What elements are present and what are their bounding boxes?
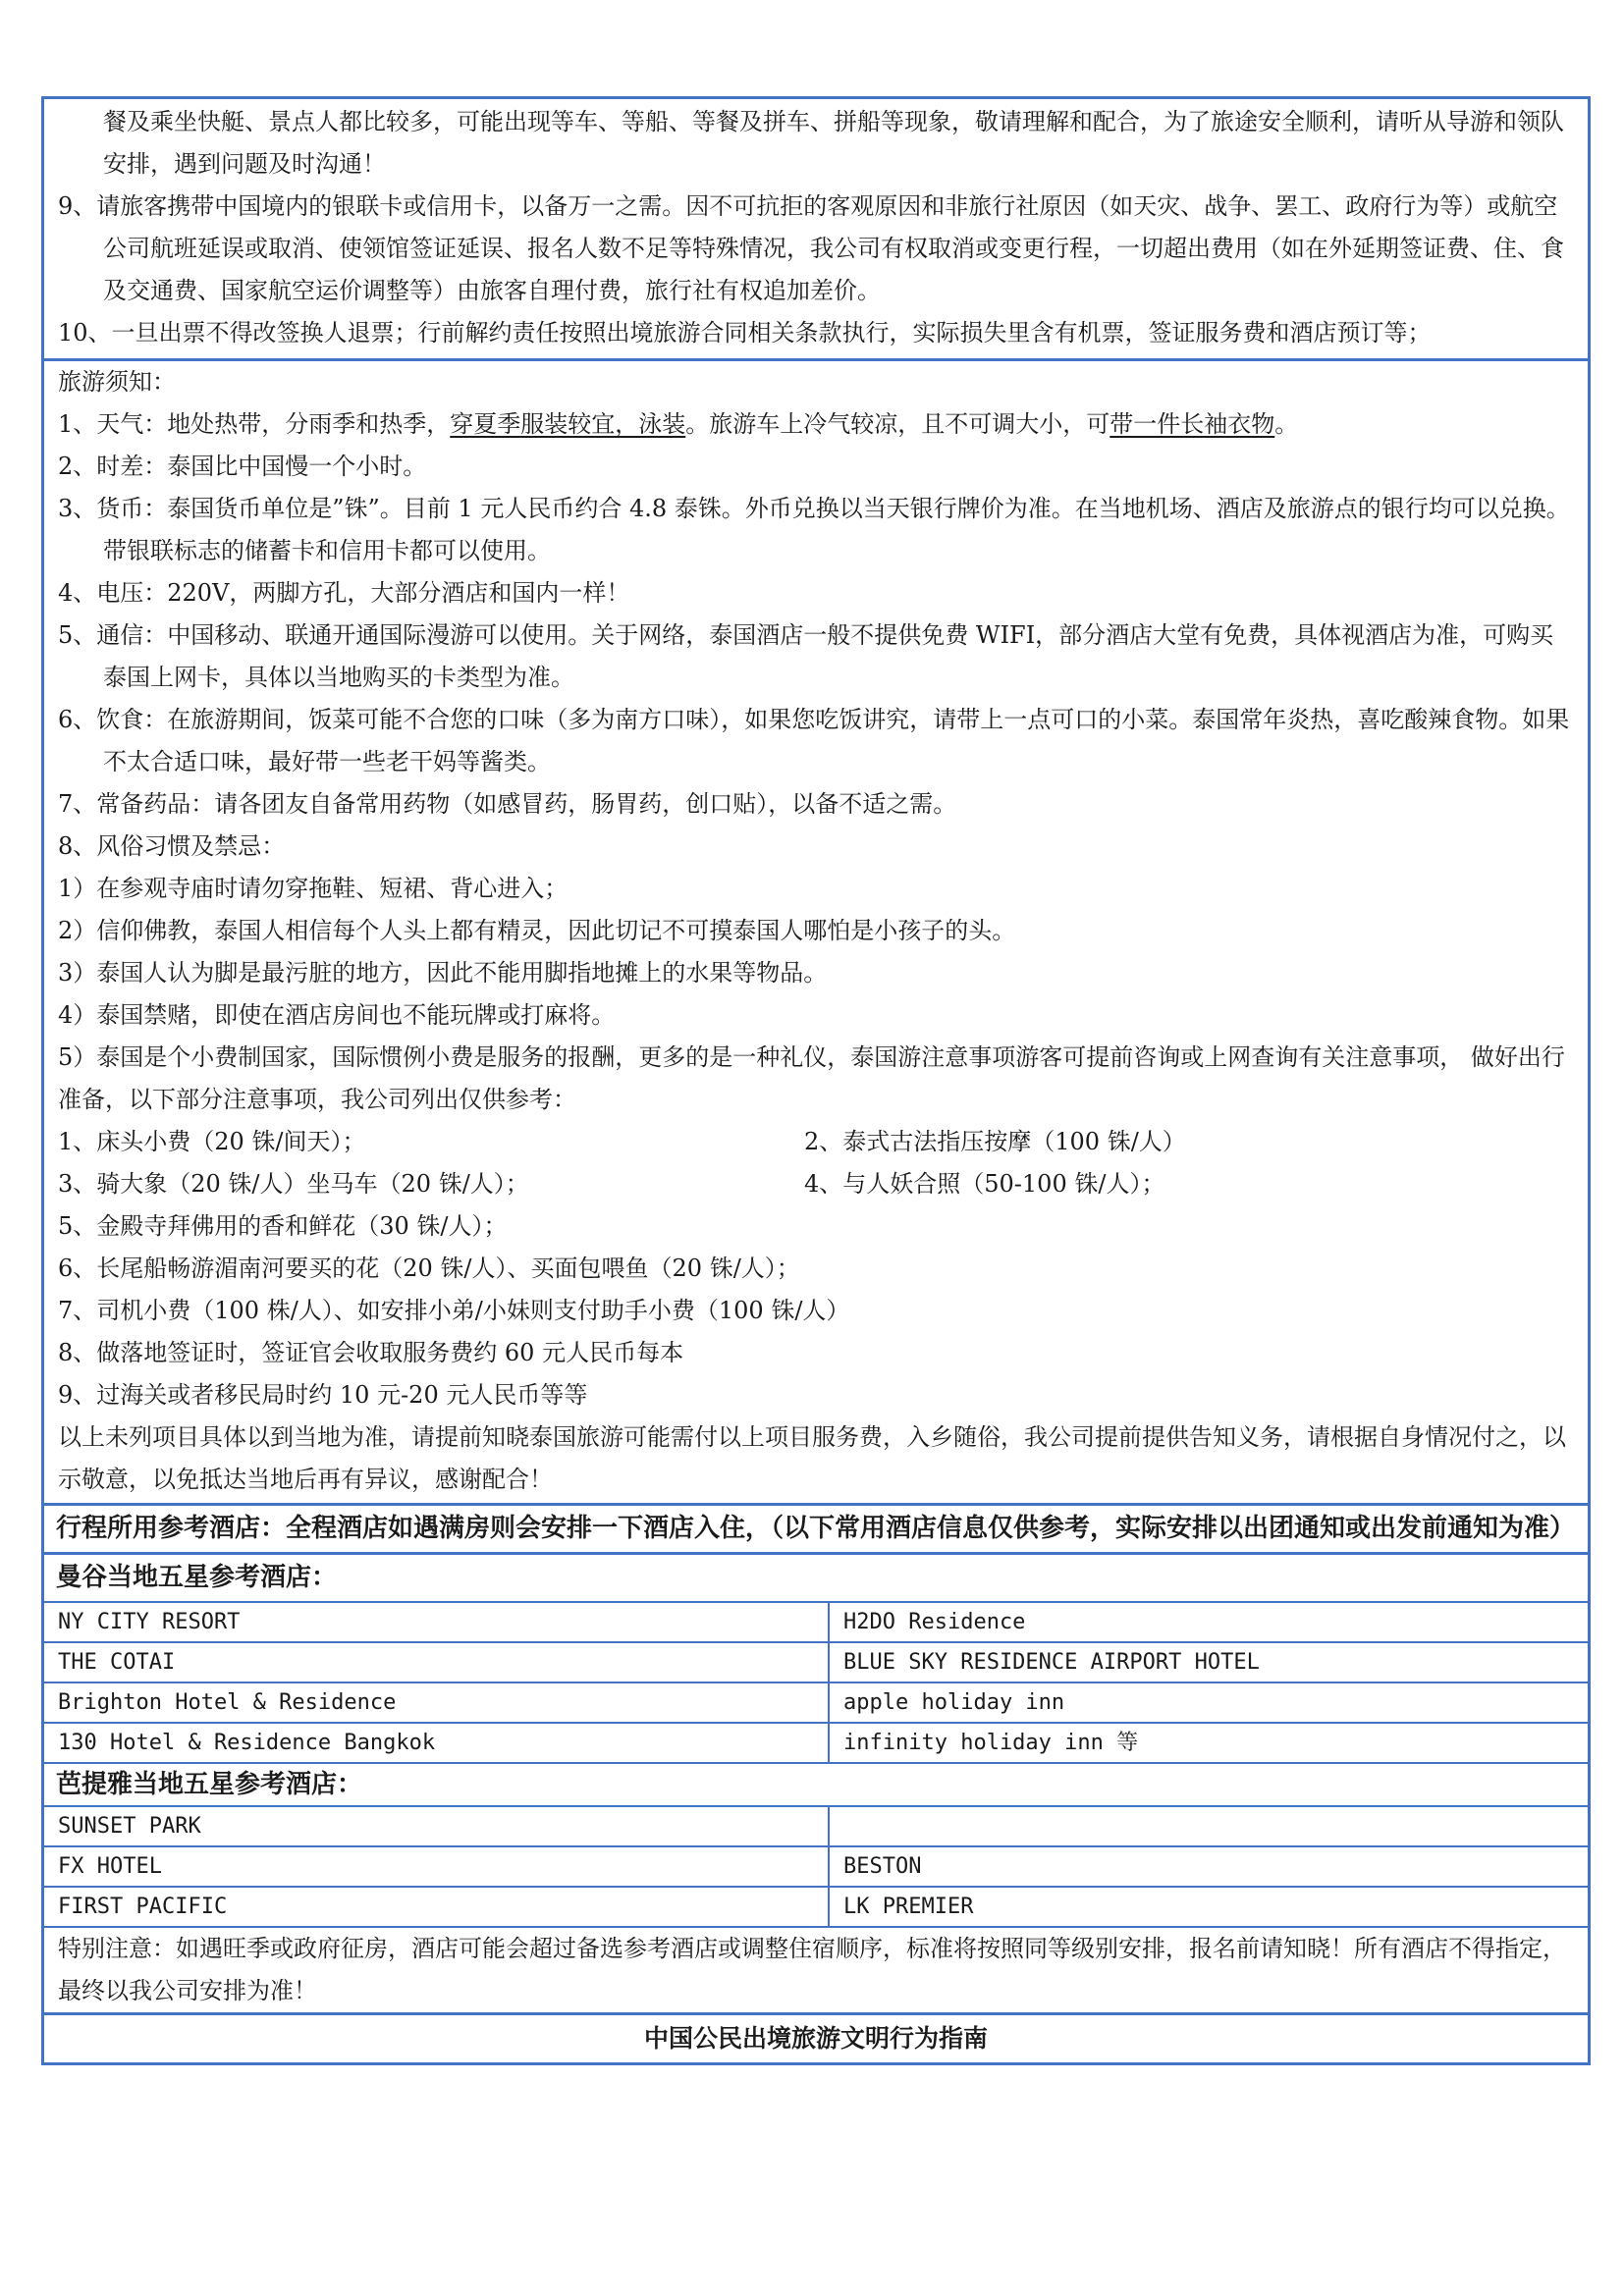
table-row: [44, 1845, 1588, 1886]
table-row: [44, 1641, 1588, 1682]
hotel-name: THE COTAI: [44, 1643, 830, 1682]
hotel-name: BESTON: [843, 1854, 922, 1879]
note-line-8-continued: 餐及乘坐快艇、景点人都比较多，可能出现等车、等船、等餐及拼车、拼船等现象，敬请理解和配合，为了旅途安全顺利，请听从导游和领队安排，遇到问题及时沟通！: [103, 108, 1564, 178]
hotel-name: BLUE SKY RESIDENCE AIRPORT HOTEL: [843, 1650, 1260, 1675]
custom-item-2: 2）信仰佛教，泰国人相信每个人头上都有精灵，因此切记不可摸泰国人哪怕是小孩子的头。: [58, 917, 1016, 944]
table-row: [44, 1886, 1588, 1926]
guide-title: 中国公民出境旅游文明行为指南: [643, 2024, 988, 2053]
table-row: [44, 1722, 1588, 1762]
hotel-name: SUNSET PARK: [44, 1807, 830, 1845]
note-customs: 8、风俗习惯及禁忌：: [58, 832, 286, 860]
tip-9: 9、过海关或者移民局时约 10 元-20 元人民币等等: [58, 1381, 588, 1409]
hotel-name: infinity holiday inn 等: [843, 1731, 1139, 1755]
table-row: [44, 1805, 1588, 1845]
hotel-name: 130 Hotel & Residence Bangkok: [44, 1724, 830, 1762]
hotel-name: FIRST PACIFIC: [44, 1888, 830, 1926]
custom-item-3: 3）泰国人认为脚是最污脏的地方，因此不能用脚指地摊上的水果等物品。: [58, 959, 828, 987]
note-weather-sleeves: 带一件长袖衣物: [1110, 410, 1275, 438]
tip-4: 4、与人妖合照（50-100 铢/人）；: [804, 1170, 1165, 1198]
pattaya-hotels-title: 芭提雅当地五星参考酒店：: [44, 1762, 1588, 1805]
hotel-name: NY CITY RESORT: [44, 1603, 830, 1641]
tip-1: 1、床头小费（20 铢/间天）；: [58, 1128, 366, 1155]
bangkok-hotels-title: 曼谷当地五星参考酒店：: [56, 1563, 338, 1592]
note-item-9: 9、请旅客携带中国境内的银联卡或信用卡，以备万一之需。因不可抗拒的客观原因和非旅行社原因（如天灾、战争、罢工、政府行为等）或航空公司航班延误或取消、使领馆签证延误、报名人数不足等特殊情况，我公司有权取消或变更行程，一切超出费用（如在外延期签证费、住、食及交通费、国家航空运价调整等）由旅客自理付费，旅行社有权追加差价。: [58, 192, 1564, 304]
hotels-special-note: 特别注意：如遇旺季或政府征房，酒店可能会超过备选参考酒店或调整住宿顺序，标准将按照同等级别安排，报名前请知晓！所有酒店不得指定，最终以我公司安排为准！: [44, 1926, 1588, 2012]
hotels-table: [44, 1555, 1588, 2015]
note-timezone: 2、时差：泰国比中国慢一个小时。: [58, 453, 427, 480]
note-voltage: 4、电压：220V，两脚方孔，大部分酒店和国内一样！: [58, 579, 630, 607]
note-weather: [44, 403, 1588, 446]
tip-2: 2、泰式古法指压按摩（100 铢/人）: [804, 1128, 1186, 1155]
note-currency: 3、货币：泰国货币单位是”铢”。目前 1 元人民币约合 4.8 泰铢。外币兑换以当天银行牌价为准。在当地机场、酒店及旅游点的银行均可以兑换。带银联标志的储蓄卡和信用卡都可以使用。: [58, 495, 1570, 564]
travel-notes-section: [44, 361, 1588, 1506]
custom-item-4: 4）泰国禁赌，即使在酒店房间也不能玩牌或打麻将。: [58, 1001, 616, 1029]
table-row: [44, 1682, 1588, 1722]
custom-item-1: 1）在参观寺庙时请勿穿拖鞋、短裙、背心进入；: [58, 875, 568, 902]
hotel-name: LK PREMIER: [843, 1895, 974, 1919]
tip-5: 5、金殿寺拜佛用的香和鲜花（30 铢/人）；: [58, 1212, 508, 1240]
note-weather-clothing: 穿夏季服装较宜，泳装: [450, 410, 686, 438]
tips-closing: 以上未列项目具体以到当地为准，请提前知晓泰国旅游可能需付以上项目服务费，入乡随俗，我公司提前提供告知义务，请根据自身情况付之，以示敬意，以免抵达当地后再有异议，感谢配合！: [58, 1423, 1566, 1493]
document-frame: [41, 96, 1591, 2065]
note-weather-c: 。: [1274, 410, 1299, 438]
tip-6: 6、长尾船畅游湄南河要买的花（20 铢/人）、买面包喂鱼（20 铢/人）；: [58, 1255, 800, 1282]
guide-title-section: [44, 2015, 1588, 2062]
hotel-name: [830, 1807, 1588, 1845]
tip-row-1: [44, 1121, 1588, 1163]
table-row: [44, 1601, 1588, 1641]
travel-notes-title: 旅游须知：: [58, 368, 176, 396]
note-food: 6、饮食：在旅游期间，饭菜可能不合您的口味（多为南方口味），如果您吃饭讲究，请带上一点可口的小菜。泰国常年炎热，喜吃酸辣食物。如果不太合适口味，最好带一些老干妈等酱类。: [58, 706, 1570, 775]
hotels-header: 行程所用参考酒店：全程酒店如遇满房则会安排一下酒店入住，（以下常用酒店信息仅供参考，实际安排以出团通知或出发前通知为准）: [56, 1514, 1576, 1543]
tip-3: 3、骑大象（20 铢/人）坐马车（20 铢/人）；: [58, 1170, 529, 1198]
note-item-10: 10、一旦出票不得改签换人退票；行前解约责任按照出境旅游合同相关条款执行，实际损失里含有机票，签证服务费和酒店预订等；: [58, 319, 1432, 347]
hotel-name: H2DO Residence: [843, 1610, 1026, 1634]
hotel-name: FX HOTEL: [44, 1847, 830, 1886]
note-weather-b: 。旅游车上冷气较凉，且不可调大小，可: [685, 410, 1110, 438]
tip-row-2: [44, 1163, 1588, 1205]
note-medicine: 7、常备药品：请各团友自备常用药物（如感冒药，肠胃药，创口贴），以备不适之需。: [58, 790, 957, 818]
tip-7: 7、司机小费（100 株/人）、如安排小弟/小妹则支付助手小费（100 铢/人）: [58, 1297, 850, 1324]
hotel-name: apple holiday inn: [843, 1690, 1065, 1715]
custom-item-5: 5）泰国是个小费制国家，国际惯例小费是服务的报酬，更多的是一种礼仪，泰国游注意事项游客可提前咨询或上网查询有关注意事项， 做好出行准备，以下部分注意事项，我公司列出仅供参考：: [58, 1043, 1565, 1113]
note-weather-a: 1、天气：地处热带，分雨季和热季，: [58, 410, 451, 438]
itinerary-notes-section: [44, 99, 1588, 361]
tip-8: 8、做落地签证时，签证官会收取服务费约 60 元人民币每本: [58, 1339, 684, 1366]
hotels-header-section: [44, 1506, 1588, 1555]
hotel-name: Brighton Hotel & Residence: [44, 1683, 830, 1722]
note-communication: 5、通信：中国移动、联通开通国际漫游可以使用。关于网络，泰国酒店一般不提供免费 WIFI，部分酒店大堂有免费，具体视酒店为准，可购买泰国上网卡，具体以当地购买的卡类型为准。: [58, 621, 1554, 691]
